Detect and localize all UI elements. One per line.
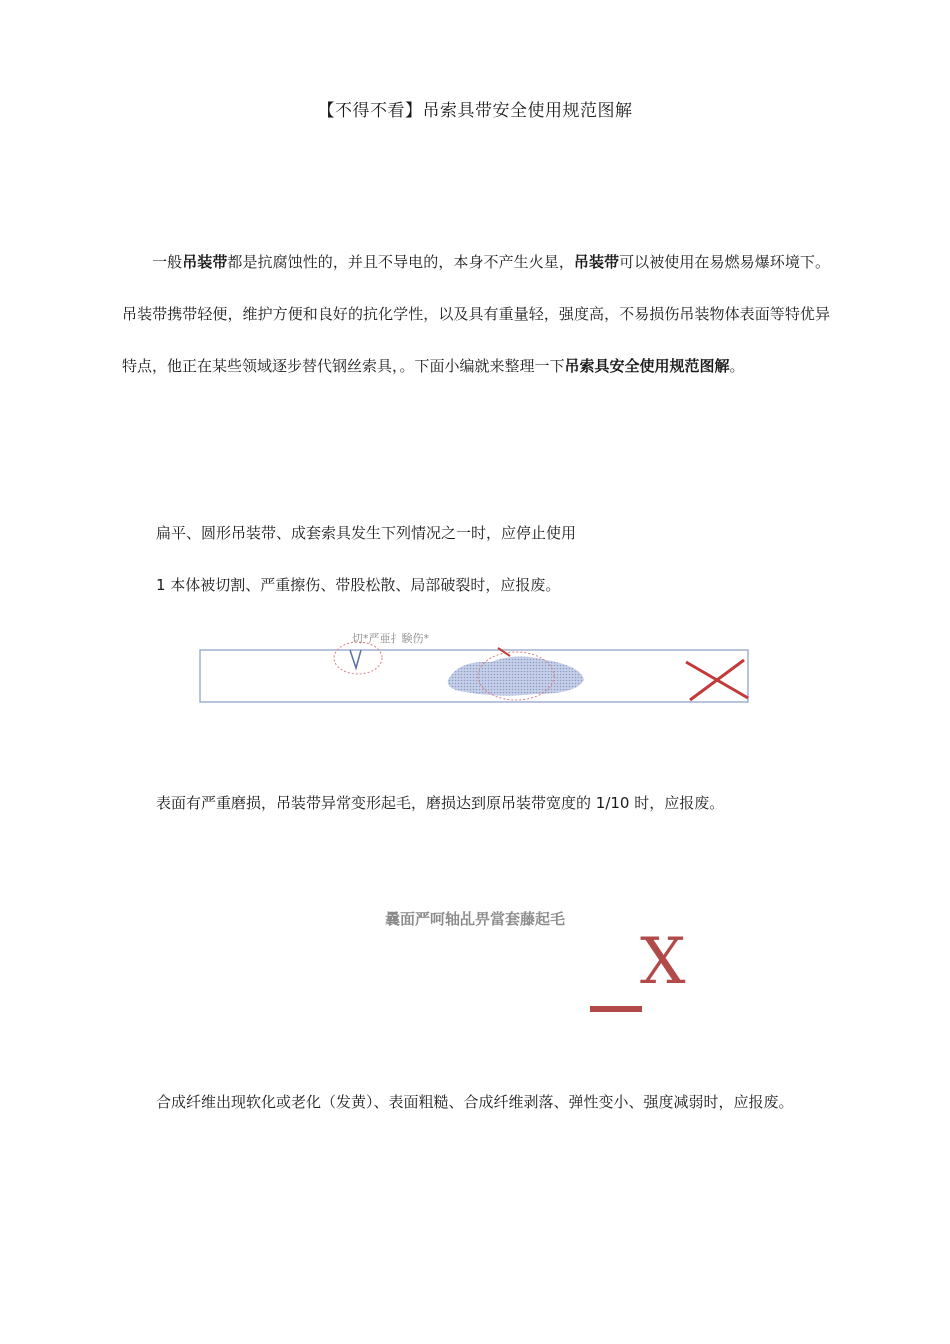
intro-bold-2: 吊装带 (573, 253, 620, 271)
figure-cut-abrasion (196, 628, 756, 708)
intro-text-3: 可以被使用在易燃易爆环境下。吊装带携带轻便，维护方便和良好的抗化学性，以及具有重量轻，强度高，不易损伤吊装物体表面等特优异特点，他正在某些领域逐步替代钢丝索具，。下面小编就来整理一下 (122, 253, 830, 375)
figure1-caption: 切*严亜扌験伤* (352, 632, 429, 645)
intro-paragraph (122, 236, 830, 392)
section1-item1: 1 本体被切割、严重擦伤、带股松散、局部破裂时，应报废。 (156, 576, 561, 594)
figure1-drawing (196, 628, 756, 708)
section3-text: 合成纤维出现软化或老化（发黄）、表面粗糙、合成纤维剥落、弹性变小、强度减弱时，应报废。 (156, 1093, 794, 1111)
figure2-underline (590, 1006, 642, 1012)
section2-item: 表面有严重磨损，吊装带异常变形起毛，磨损达到原吊装带宽度的 1/10 时，应报废。 (156, 794, 725, 812)
intro-bold-3: 吊索具安全使用规范图解 (564, 357, 730, 375)
intro-bold-1: 吊装带 (182, 253, 228, 271)
intro-text-4: 。 (729, 357, 745, 375)
figure2-caption: 曩面严呵轴乩畀當套藤起毛 (384, 910, 565, 928)
page-title: 【不得不看】吊索具带安全使用规范图解 (317, 101, 633, 121)
intro-text-1: 一般 (152, 253, 183, 271)
section1-heading: 扁平、圆形吊装带、成套索具发生下列情况之一时，应停止使用 (156, 524, 577, 542)
intro-text-2: 都是抗腐蚀性的，并且不导电的，本身不产生火星， (227, 253, 574, 271)
section3-item (122, 1092, 822, 1112)
figure2-cross-icon: X (640, 925, 686, 999)
